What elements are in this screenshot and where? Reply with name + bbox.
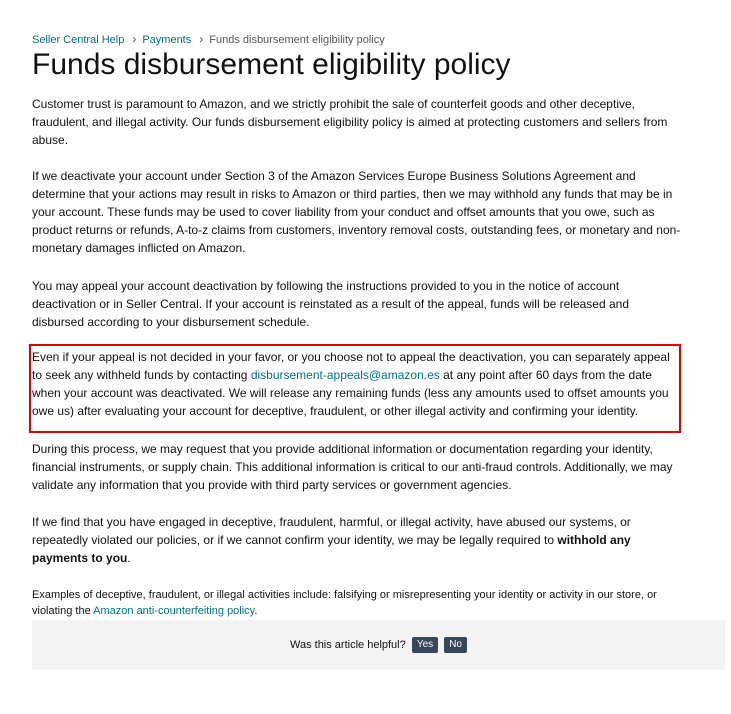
examples-text-2: .: [254, 605, 258, 617]
withhold-text-2: .: [127, 551, 131, 565]
feedback-bar: [32, 620, 725, 670]
examples-text-1: Examples of deceptive, fraudulent, or illegal activities include: falsifying or misrepresenting your identity or activity in our store, or violating the: [32, 589, 657, 617]
disbursement-appeals-email-link[interactable]: disbursement-appeals@amazon.es: [250, 368, 440, 382]
breadcrumb-link-seller-central-help[interactable]: Seller Central Help: [32, 34, 125, 46]
page-title: Funds disbursement eligibility policy: [32, 48, 511, 81]
withhold-text-1: If we find that you have engaged in deceptive, fraudulent, harmful, or illegal activity, have abused our systems, or repeatedly violated our policies, or if we cannot confirm your identity, we may be legally required to: [32, 515, 631, 547]
withheld-funds-text-2: at any point after 60 days from the date when your account was deactivated. We will release any remaining funds (less any amounts used to offset amounts you owe us) after evaluating your account for deceptive, fraudulent, or other illegal activity and confirming your identity.: [32, 368, 669, 418]
breadcrumb: [32, 32, 385, 47]
feedback-row: [32, 636, 725, 654]
breadcrumb-link-payments[interactable]: Payments: [142, 34, 192, 46]
appeal-paragraph: You may appeal your account deactivation by following the instructions provided to you in the notice of account deactivation or in Seller Central. If your account is reinstated as a result of the appeal, funds will be released and disbursed according to your disbursement schedule.: [32, 279, 630, 329]
no-button[interactable]: No: [444, 637, 467, 653]
withheld-funds-paragraph: [32, 348, 682, 420]
withheld-funds-text-1: Even if your appeal is not decided in your favor, or you choose not to appeal the deactivation, you can separately appeal to seek any withheld funds by contacting: [32, 350, 670, 382]
withhold-paragraph: [32, 513, 682, 567]
intro-paragraph: Customer trust is paramount to Amazon, and we strictly prohibit the sale of counterfeit goods and other deceptive, fraudulent, and illegal activity. Our funds disbursement eligibility policy is aimed at protecting customers and sellers from abuse.: [32, 97, 668, 147]
yes-button[interactable]: Yes: [412, 637, 438, 653]
anti-counterfeiting-policy-link[interactable]: Amazon anti-counterfeiting policy: [93, 605, 255, 617]
examples-paragraph: [32, 587, 682, 619]
chevron-right-icon: ›: [199, 32, 204, 46]
breadcrumb-current: Funds disbursement eligibility policy: [209, 34, 385, 46]
feedback-question: Was this article helpful?: [289, 639, 406, 651]
withhold-bold-text: withhold any payments to you: [32, 533, 631, 565]
verification-paragraph: During this process, we may request that you provide additional information or documentation regarding your identity, financial instruments, or supply chain. This additional information is critical to our anti-fraud controls. Additionally, we may validate any information that you provide with third party services or government agencies.: [32, 442, 673, 492]
chevron-right-icon: ›: [132, 32, 137, 46]
deactivation-paragraph: If we deactivate your account under Section 3 of the Amazon Services Europe Business Solutions Agreement and determine that your actions may result in risks to Amazon or third parties, then we may withhold any funds that may be in your account. These funds may be used to cover liability from your conduct and offset amounts that you owe, such as product returns or refunds, A-to-z claims from customers, inventory removal costs, outstanding fees, or monetary and non-monetary damages inflicted on Amazon.: [32, 169, 681, 255]
